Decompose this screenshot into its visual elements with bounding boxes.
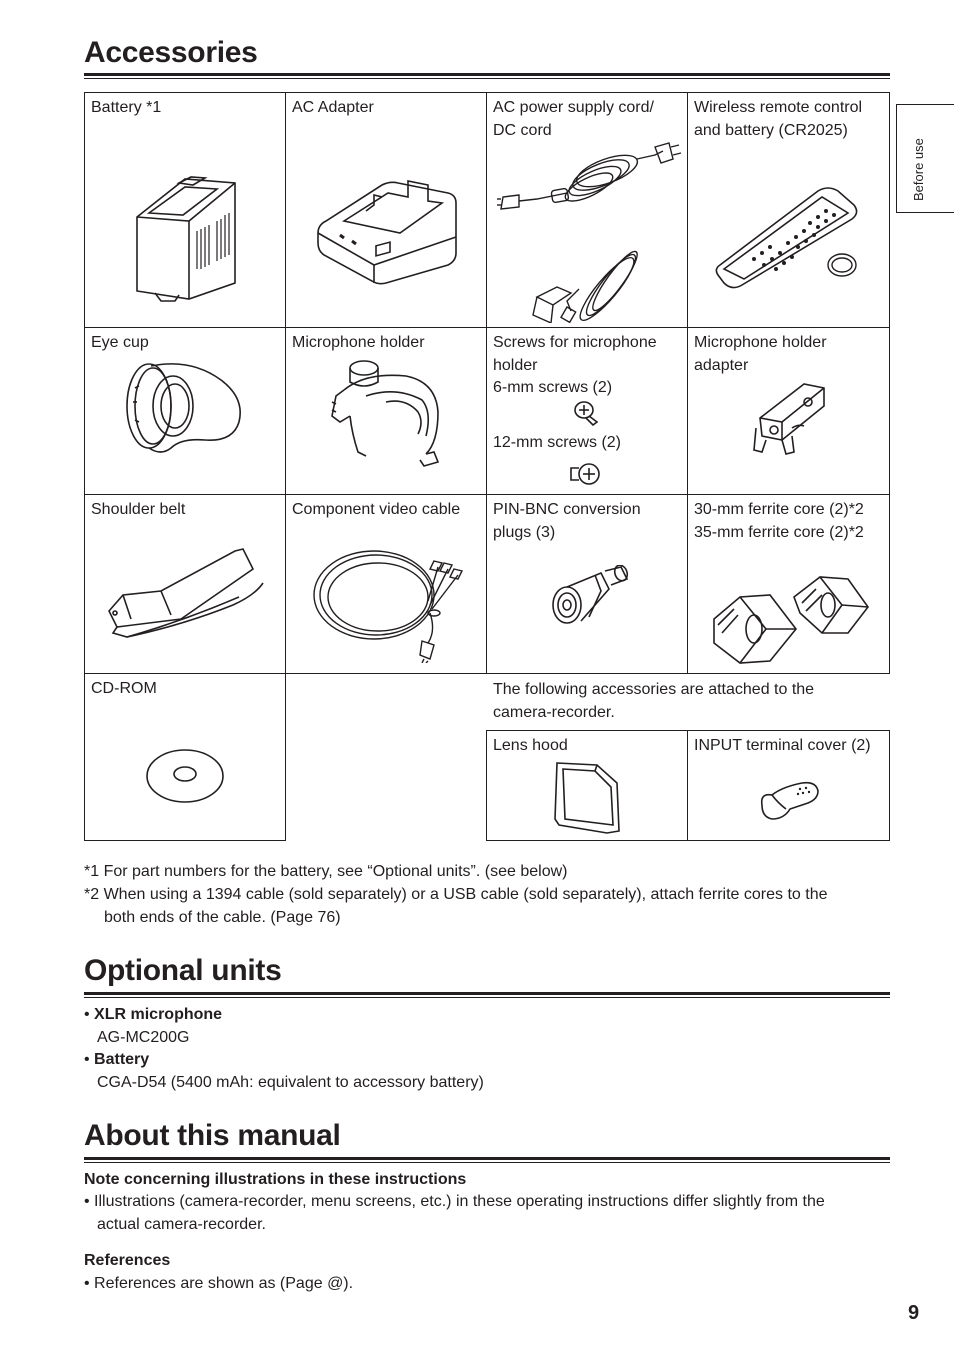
cell-ferrite <box>688 495 889 673</box>
screws-label: Screws for microphone holder 6-mm screws (2) <box>493 334 657 396</box>
cell-cd-rom <box>85 674 285 840</box>
ac-adapter-label: AC Adapter <box>292 99 374 116</box>
eye-cup-label: Eye cup <box>91 334 149 351</box>
side-tab-label: Before use <box>911 138 926 201</box>
mic-holder-label: Microphone holder <box>292 334 425 351</box>
side-tab <box>896 104 954 213</box>
cell-mic-adapter <box>688 328 889 494</box>
battery-icon <box>131 165 241 305</box>
eye-cup-icon <box>121 358 251 458</box>
mic-adapter-icon <box>752 378 832 458</box>
mic-holder-icon <box>326 356 446 468</box>
lens-hood-icon <box>551 759 623 835</box>
ferrite-label: 30-mm ferrite core (2)*2 35-mm ferrite core (2)*2 <box>694 501 864 541</box>
cell-battery <box>85 93 285 327</box>
optional-item-battery-detail: CGA-D54 (5400 mAh: equivalent to accessory battery) <box>97 1074 484 1091</box>
optional-units-rule <box>84 992 890 998</box>
optional-units-heading: Optional units <box>84 954 282 987</box>
about-manual-rule <box>84 1157 890 1163</box>
input-cover-icon <box>756 779 820 823</box>
mic-adapter-label: Microphone holder adapter <box>694 334 827 374</box>
cell-component-cable <box>286 495 486 673</box>
cell-mic-holder <box>286 328 486 494</box>
footnote-2: *2 When using a 1394 cable (sold separately) or a USB cable (sold separately), attach ferrite cores to the <box>84 886 828 903</box>
cd-rom-icon <box>145 748 225 804</box>
about-sub1: Note concerning illustrations in these instructions <box>84 1171 467 1188</box>
remote-label: Wireless remote control and battery (CR2025) <box>694 99 863 139</box>
cell-remote <box>688 93 889 327</box>
cell-input-cover <box>688 731 889 840</box>
lens-hood-label: Lens hood <box>493 737 568 754</box>
page-number: 9 <box>908 1302 920 1324</box>
accessories-rule <box>84 73 890 79</box>
footnote-1: *1 For part numbers for the battery, see “Optional units”. (see below) <box>84 863 568 880</box>
ac-adapter-icon <box>312 171 462 291</box>
about-sub1-text-2: actual camera-recorder. <box>97 1216 266 1233</box>
cd-rom-label: CD-ROM <box>91 680 157 697</box>
about-manual-heading: About this manual <box>84 1119 341 1152</box>
optional-item-xlr: • XLR microphone <box>84 1006 223 1023</box>
component-cable-label: Component video cable <box>292 501 461 518</box>
footnote-2-cont: both ends of the cable. (Page 76) <box>104 909 341 926</box>
shoulder-belt-label: Shoulder belt <box>91 501 186 518</box>
about-sub1-text-1: • Illustrations (camera-recorder, menu screens, etc.) in these operating instructions differ slightly from the <box>84 1193 825 1210</box>
screws-12mm-label: 12-mm screws (2) <box>493 434 622 451</box>
cell-screws <box>487 328 687 494</box>
ac-cord-icon <box>497 139 682 323</box>
ferrite-core-icon <box>710 567 870 667</box>
cell-pin-bnc <box>487 495 687 673</box>
optional-item-xlr-detail: AG-MC200G <box>97 1029 190 1046</box>
about-sub2: References <box>84 1252 171 1269</box>
about-sub2-text: • References are shown as (Page @). <box>84 1275 354 1292</box>
input-cover-label: INPUT terminal cover (2) <box>694 737 871 754</box>
screw-12mm-icon <box>569 460 603 488</box>
cell-shoulder-belt <box>85 495 285 673</box>
optional-item-battery: • Battery <box>84 1051 150 1068</box>
pin-bnc-label: PIN-BNC conversion plugs (3) <box>493 501 641 541</box>
pin-bnc-icon <box>549 565 629 629</box>
cell-ac-cord <box>487 93 687 327</box>
screw-6mm-icon <box>573 400 601 426</box>
remote-icon <box>714 185 864 295</box>
battery-label: Battery *1 <box>91 99 162 116</box>
attached-note: The following accessories are attached to the camera-recorder. <box>493 681 815 721</box>
accessories-heading: Accessories <box>84 36 258 69</box>
cell-lens-hood <box>487 731 687 840</box>
cell-eye-cup <box>85 328 285 494</box>
shoulder-belt-icon <box>103 545 267 641</box>
cell-ac-adapter <box>286 93 486 327</box>
component-cable-icon <box>310 541 474 663</box>
ac-cord-label: AC power supply cord/ DC cord <box>493 99 654 139</box>
